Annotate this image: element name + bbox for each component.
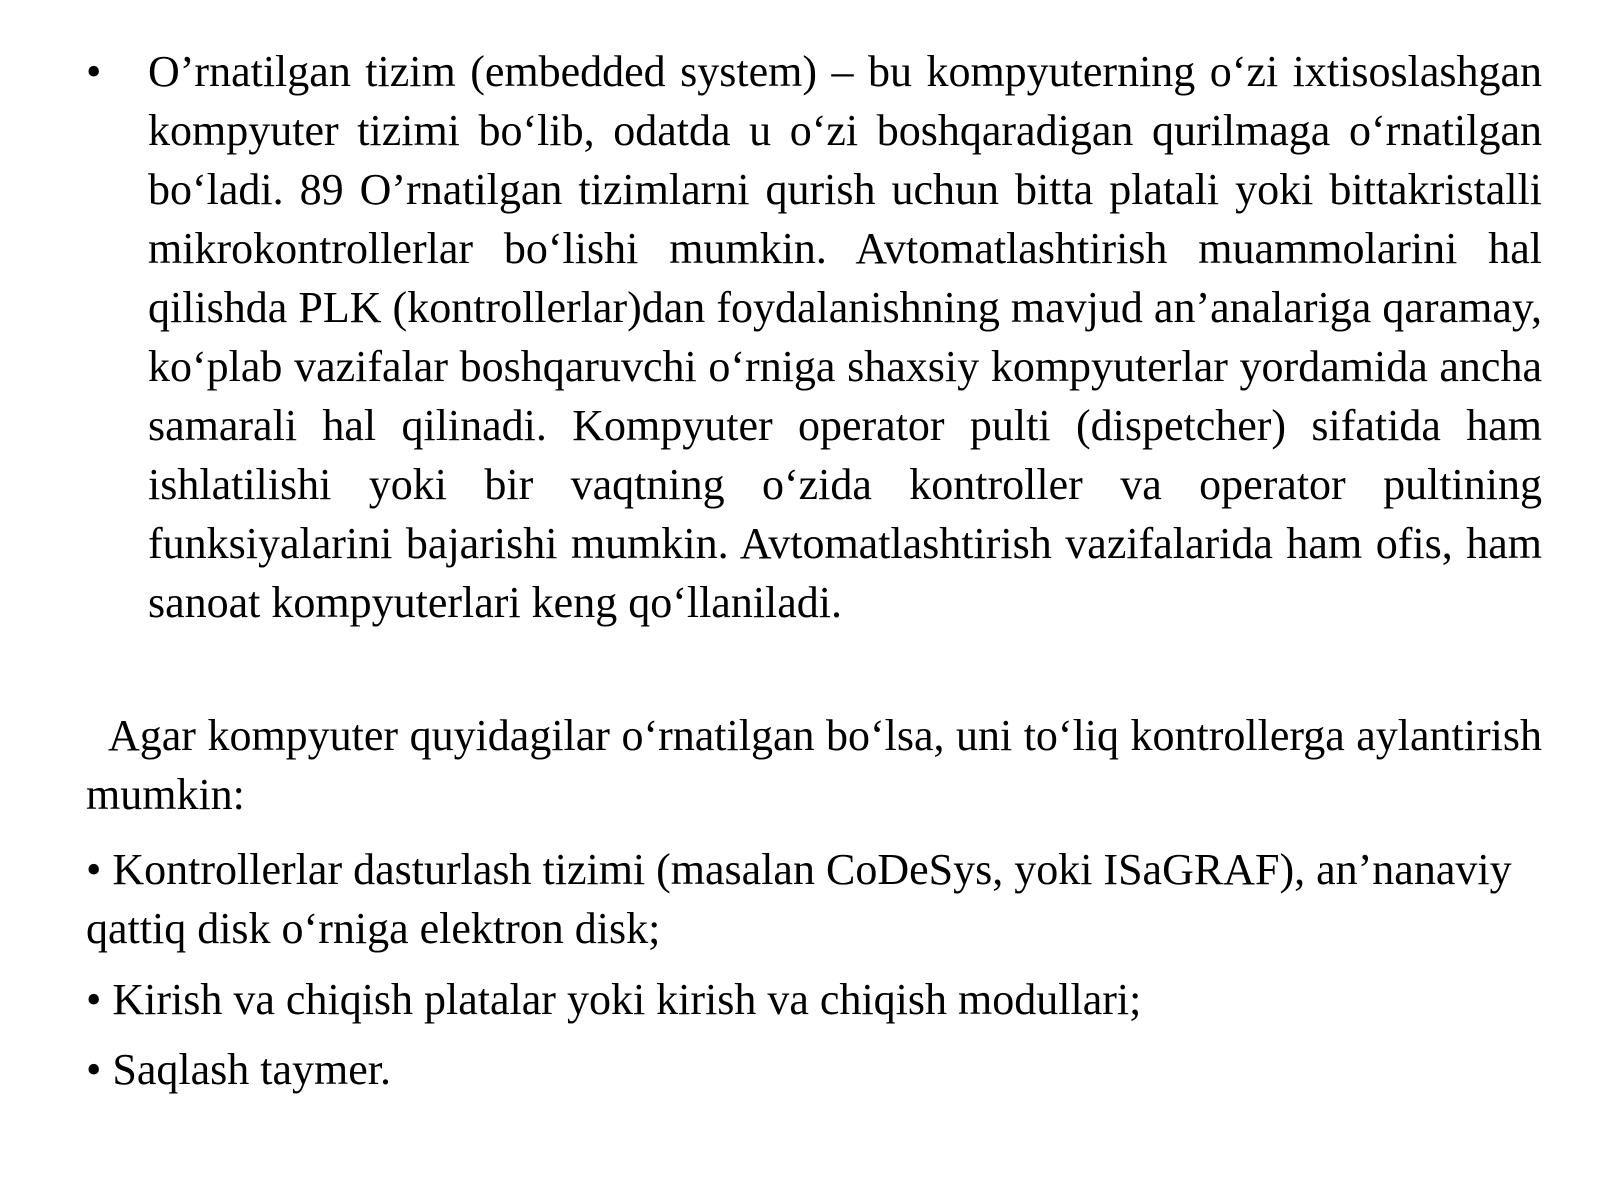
controller-intro-paragraph: Agar kompyuter quyidagilar o‘rnatilgan bo‘lsa, uni to‘liq kontrollerga aylantirish mumkin:: [86, 711, 1542, 819]
embedded-system-bullet: [86, 42, 1542, 632]
list-item-timer: • Saqlash taymer.: [86, 1045, 392, 1094]
list-item-io-modules: • Kirish va chiqish platalar yoki kirish va chiqish modullari;: [86, 975, 1142, 1024]
embedded-system-definition: O’rnatilgan tizim (embedded system) – bu kompyuterning o‘zi ixtisoslashgan kompyuter tizimi bo‘lib, odatda u o‘zi boshqaradigan qurilmaga o‘rnatilgan bo‘ladi. 89 O’rnatilgan tizimlarni qurish uchun bitta platali yoki bittakristalli mikrokontrollerlar bo‘lishi mumkin. Avtomatlashtirish muammolarini hal qilishda PLK (kontrollerlar)dan foydalanishning mavjud an’analariga qaramay, ko‘plab vazifalar boshqaruvchi o‘rniga shaxsiy kompyuterlar yordamida ancha samarali hal qilinadi. Kompyuter operator pulti (dispetcher) sifatida ham ishlatilishi yoki bir vaqtning o‘zida kontroller va operator pultining funksiyalarini bajarishi mumkin. Avtomatlashtirish vazifalarida ham ofis, ham sanoat kompyuterlari keng qo‘llaniladi.: [148, 47, 1542, 627]
list-item-programming-system: • Kontrollerlar dasturlash tizimi (masalan CoDeSys, yoki ISaGRAF), an’nanaviy qattiq disk o‘rniga elektron disk;: [86, 845, 1512, 953]
bullet-marker: •: [86, 47, 102, 96]
